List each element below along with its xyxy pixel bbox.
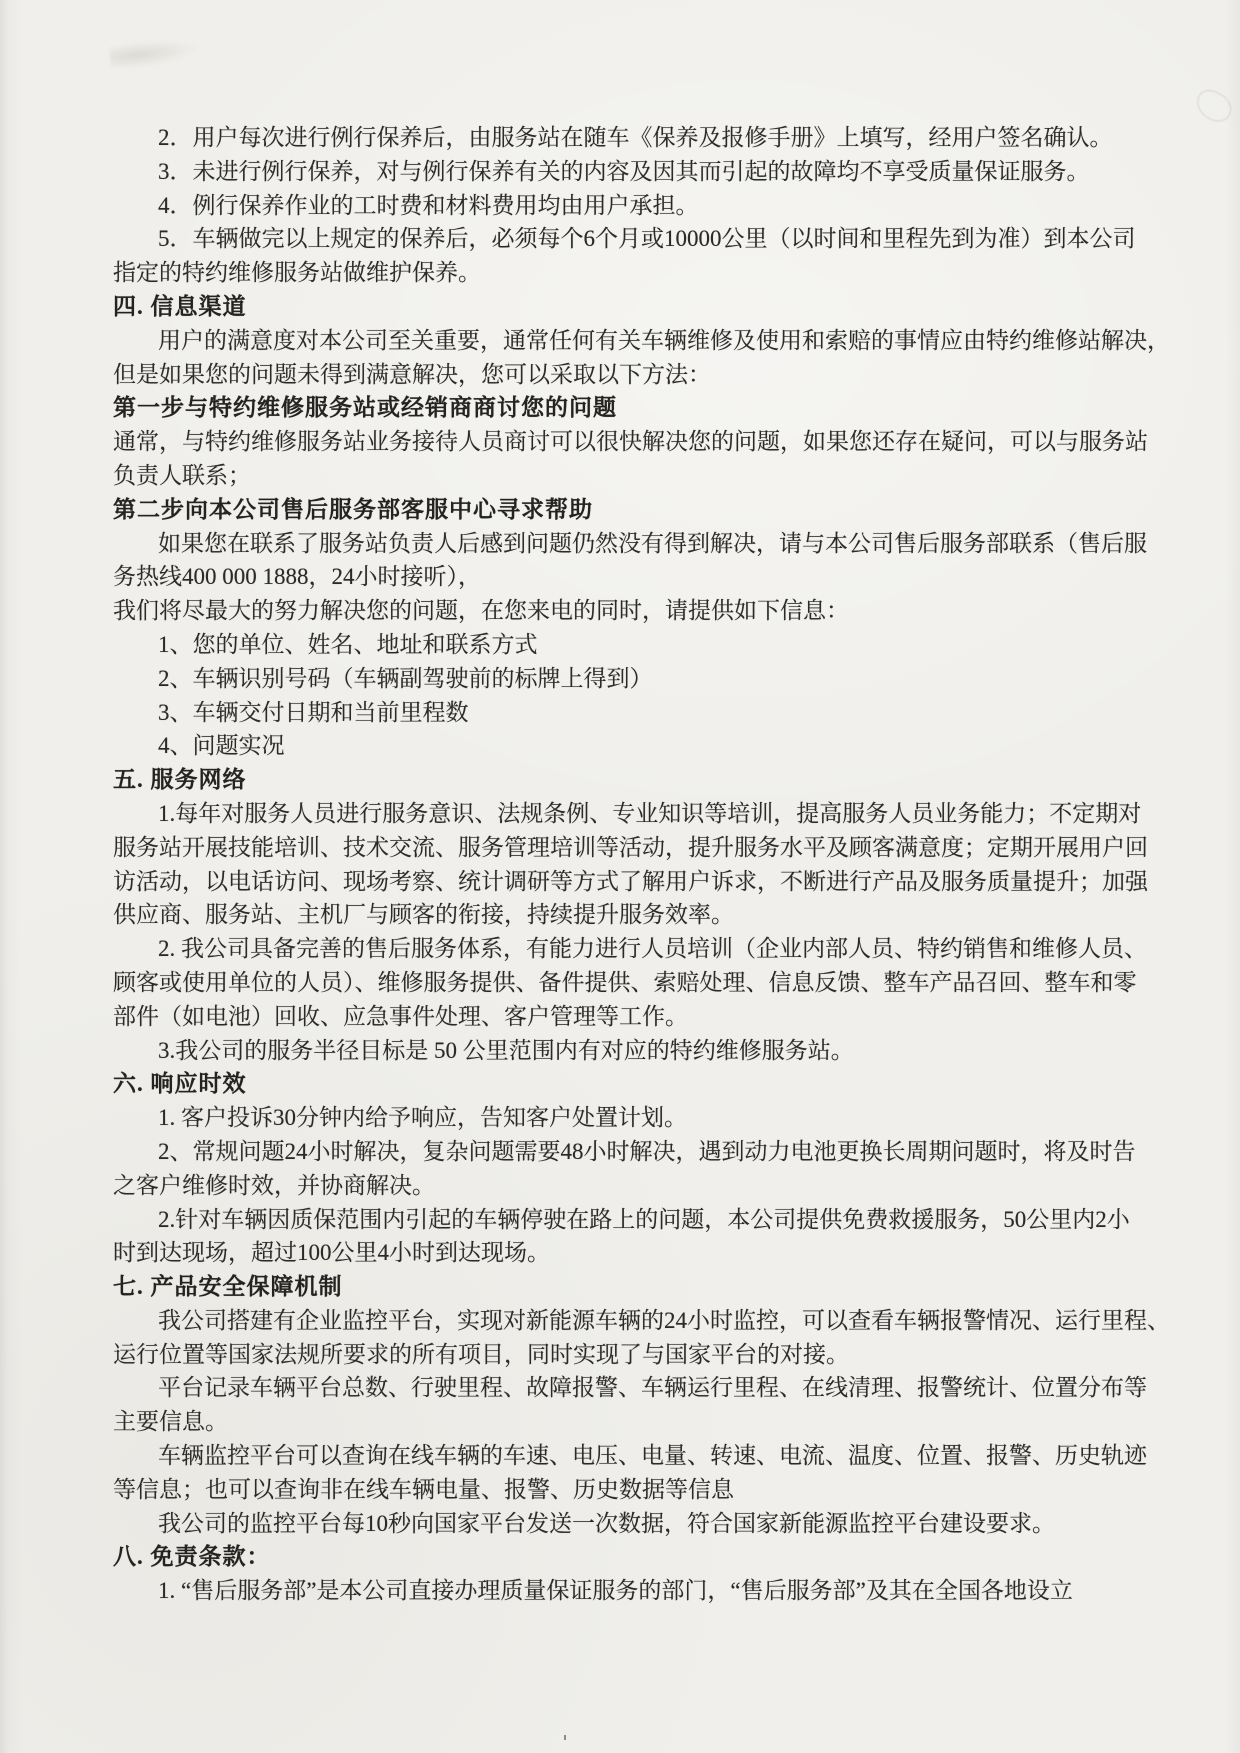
document-text-line: 1、您的单位、姓名、地址和联系方式	[158, 631, 538, 657]
document-text-line: 顾客或使用单位的人员）、维修服务提供、备件提供、索赔处理、信息反馈、整车产品召回、整车和零	[113, 969, 1137, 995]
document-text-line: 主要信息。	[113, 1409, 228, 1435]
document-text-line: 2. 我公司具备完善的售后服务体系，有能力进行人员培训（企业内部人员、特约销售和维修人员、	[158, 936, 1147, 962]
document-text-line: 务热线400 000 1888，24小时接听），	[113, 564, 481, 590]
section-heading-line: 五. 服务网络	[113, 767, 247, 793]
document-text-line: 指定的特约维修服务站做维护保养。	[113, 260, 481, 286]
section-heading-line: 四. 信息渠道	[113, 293, 247, 319]
scan-mark-top-right	[1192, 86, 1236, 126]
scan-smudge-top-left	[109, 35, 201, 70]
document-text-line: 时到达现场，超过100公里4小时到达现场。	[113, 1240, 550, 1266]
document-text-line: 车辆监控平台可以查询在线车辆的车速、电压、电量、转速、电流、温度、位置、报警、历史轨迹	[158, 1443, 1147, 1469]
document-text-line: 5．车辆做完以上规定的保养后，必须每个6个月或10000公里（以时间和里程先到为准）到本公司	[158, 226, 1136, 252]
document-text-line: 3.我公司的服务半径目标是 50 公里范围内有对应的特约维修服务站。	[158, 1037, 854, 1063]
document-text-line: 访活动，以电话访问、现场考察、统计调研等方式了解用户诉求，不断进行产品及服务质量提升；加强	[113, 868, 1148, 894]
document-text-line: 2、车辆识别号码（车辆副驾驶前的标牌上得到）	[158, 665, 653, 691]
document-text-line: 3．未进行例行保养，对与例行保养有关的内容及因其而引起的故障均不享受质量保证服务。	[158, 158, 1090, 184]
document-text-line: 我们将尽最大的努力解决您的问题，在您来电的同时，请提供如下信息：	[113, 598, 849, 624]
document-text-line: 通常，与特约维修服务站业务接待人员商讨可以很快解决您的问题，如果您还存在疑问，可以与服务站	[113, 429, 1148, 455]
document-text-line: 之客户维修时效，并协商解决。	[113, 1172, 435, 1198]
document-text-line: 我公司的监控平台每10秒向国家平台发送一次数据，符合国家新能源监控平台建设要求。	[158, 1510, 1055, 1536]
document-text-line: 我公司搭建有企业监控平台，实现对新能源车辆的24小时监控，可以查看车辆报警情况、运行里程、	[158, 1307, 1170, 1333]
document-text-line: 2、常规问题24小时解决，复杂问题需要48小时解决，遇到动力电池更换长周期问题时，将及时告	[158, 1138, 1136, 1164]
section-heading-line: 八. 免责条款：	[113, 1544, 271, 1570]
document-content	[113, 121, 1170, 1608]
document-text-line: 1.每年对服务人员进行服务意识、法规条例、专业知识等培训，提高服务人员业务能力；不定期对	[158, 800, 1142, 826]
document-text-line: 如果您在联系了服务站负责人后感到问题仍然没有得到解决，请与本公司售后服务部联系（售后服	[158, 530, 1147, 556]
document-text-line: 服务站开展技能培训、技术交流、服务管理培训等活动，提升服务水平及顾客满意度；定期开展用户回	[113, 834, 1148, 860]
document-text-line: 1. “售后服务部”是本公司直接办理质量保证服务的部门，“售后服务部”及其在全国各地设立	[158, 1578, 1073, 1604]
document-text-line: 4、问题实况	[158, 733, 285, 759]
document-text-line: 2．用户每次进行例行保养后，由服务站在随车《保养及报修手册》上填写，经用户签名确认。	[158, 125, 1113, 150]
document-text-line: 但是如果您的问题未得到满意解决，您可以采取以下方法：	[113, 361, 711, 387]
section-heading-line: 六. 响应时效	[113, 1071, 247, 1097]
document-text-line: 供应商、服务站、主机厂与顾客的衔接，持续提升服务效率。	[113, 902, 734, 928]
document-text-line: 2.针对车辆因质保范围内引起的车辆停驶在路上的问题，本公司提供免费救援服务，50公里内2小	[158, 1206, 1130, 1232]
document-text-line: 运行位置等国家法规所要求的所有项目，同时实现了与国家平台的对接。	[113, 1341, 849, 1367]
document-text-line: 4．例行保养作业的工时费和材料费用均由用户承担。	[158, 192, 699, 218]
document-text-line: 负责人联系；	[113, 462, 251, 488]
document-text-line: 部件（如电池）回收、应急事件处理、客户管理等工作。	[113, 1003, 688, 1029]
section-heading-line: 第二步向本公司售后服务部客服中心寻求帮助	[113, 496, 593, 522]
document-text-line: 等信息；也可以查询非在线车辆电量、报警、历史数据等信息	[113, 1476, 734, 1502]
section-heading-line: 第一步与特约维修服务站或经销商商讨您的问题	[113, 395, 617, 421]
document-text-line: 3、车辆交付日期和当前里程数	[158, 699, 469, 725]
scan-speck-bottom	[564, 1735, 566, 1740]
section-heading-line: 七. 产品安全保障机制	[113, 1274, 343, 1300]
document-text-line: 1. 客户投诉30分钟内给予响应，告知客户处置计划。	[158, 1105, 687, 1131]
document-text-line: 平台记录车辆平台总数、行驶里程、故障报警、车辆运行里程、在线清理、报警统计、位置分布等	[158, 1375, 1147, 1401]
document-text-line: 用户的满意度对本公司至关重要，通常任何有关车辆维修及使用和索赔的事情应由特约维修站解决，	[158, 327, 1170, 353]
